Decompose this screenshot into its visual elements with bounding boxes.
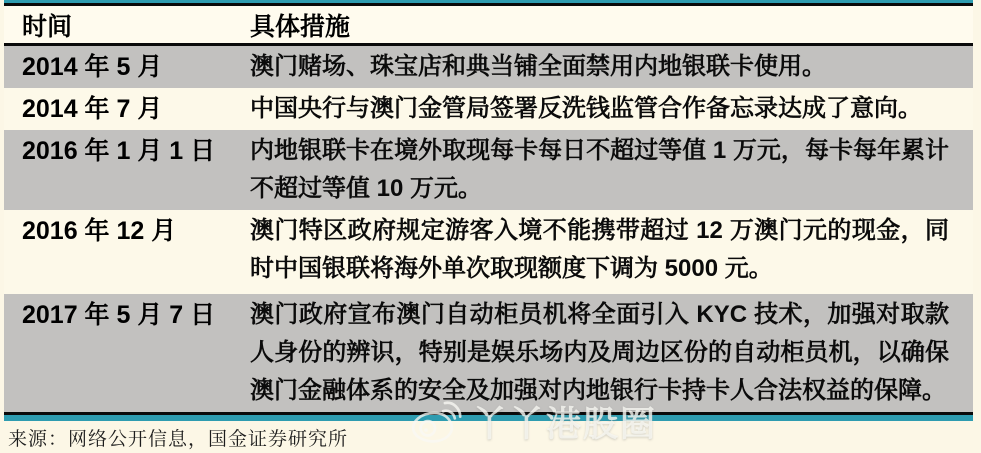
time-cell: 2014 年 7 月 xyxy=(22,95,163,123)
table-row xyxy=(4,294,973,412)
time-cell: 2017 年 5 月 7 日 xyxy=(22,301,216,329)
bottom-teal-rule xyxy=(4,415,973,421)
column-header-time: 时间 xyxy=(22,12,73,41)
watermark-label: 丫丫港股圈 xyxy=(472,405,658,444)
measure-cell: 内地银联卡在境外取现每卡每日不超过等值 1 万元，每卡每年累计不超过等值 10 万元。 xyxy=(250,137,949,202)
table-row xyxy=(4,46,973,88)
measure-cell: 澳门赌场、珠宝店和典当铺全面禁用内地银联卡使用。 xyxy=(250,53,826,80)
table-row xyxy=(4,210,973,294)
measures-table xyxy=(4,0,973,421)
table-row xyxy=(4,130,973,210)
time-cell: 2016 年 12 月 xyxy=(22,217,177,245)
column-header-measure: 具体措施 xyxy=(250,12,351,41)
measure-cell: 中国央行与澳门金管局签署反洗钱监管合作备忘录达成了意向。 xyxy=(250,95,922,122)
source-note: 来源：网络公开信息，国金证券研究所 xyxy=(8,429,349,450)
table-header-row xyxy=(4,6,973,43)
time-cell: 2016 年 1 月 1 日 xyxy=(22,137,216,165)
table-row xyxy=(4,88,973,130)
time-cell: 2014 年 5 月 xyxy=(22,53,163,81)
measure-cell: 澳门特区政府规定游客入境不能携带超过 12 万澳门元的现金，同时中国银联将海外单次取现额度下调为 5000 元。 xyxy=(250,217,949,282)
measure-cell: 澳门政府宣布澳门自动柜员机将全面引入 KYC 技术，加强对取款人身份的辨识，特别是娱乐场内及周边区份的自动柜员机，以确保澳门金融体系的安全及加强对内地银行卡持卡人合法权益的保障。 xyxy=(250,301,949,404)
